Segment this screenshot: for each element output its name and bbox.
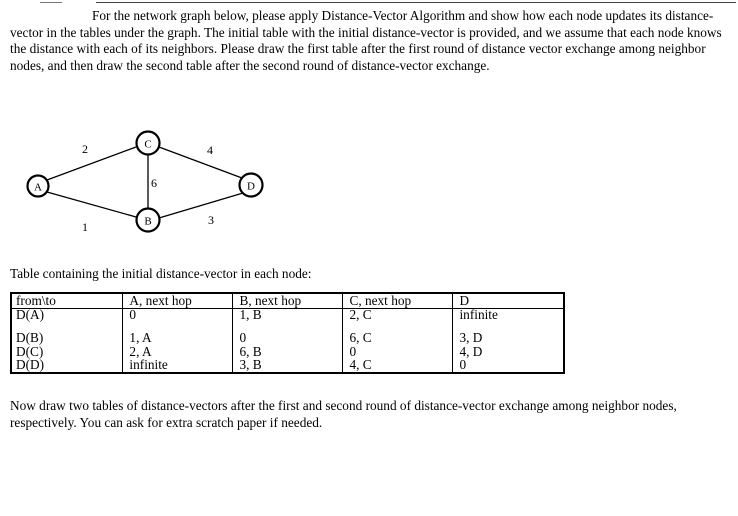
node-b <box>137 209 160 232</box>
table-row <box>11 309 564 321</box>
table-cell: 6, C <box>343 331 453 345</box>
table-cell: 0 <box>453 358 564 373</box>
table-cell: 4, D <box>453 345 564 359</box>
edge-weight-b-d: 3 <box>208 213 214 227</box>
edge-weight-c-b: 6 <box>151 176 157 190</box>
node-b-label: B <box>144 215 152 228</box>
header-cell: D <box>453 293 564 309</box>
edge-weight-c-d: 4 <box>207 143 213 157</box>
table-row <box>11 358 564 373</box>
header-cell: A, next hop <box>123 293 233 309</box>
edge-a-b <box>47 192 136 217</box>
header-cell: from\to <box>11 293 123 309</box>
table-cell: 0 <box>123 309 233 321</box>
node-a-label: A <box>34 181 42 194</box>
node-c-label: C <box>144 138 152 151</box>
edge-a-c <box>47 147 136 180</box>
table-cell: 4, C <box>343 358 453 373</box>
edge-c-d <box>159 147 242 178</box>
table-row <box>11 345 564 359</box>
distance-vector-table <box>10 292 565 374</box>
table-cell: infinite <box>453 309 564 321</box>
table-cell: infinite <box>123 358 233 373</box>
table-cell: D(C) <box>16 343 44 359</box>
question-outro: Now draw two tables of distance-vectors after the first and second round of distance-vector exchange among neighbor nodes, respectively. You can ask for extra scratch paper if needed. <box>10 398 677 430</box>
table-cell: 1, B <box>233 309 343 321</box>
table-cell: D(D) <box>16 357 45 372</box>
question-intro: For the network graph below, please apply Distance-Vector Algorithm and show how each node updates its distance-vector in the tables under the graph. The initial table with the initial distance-vector is provided, and we assume that each node knows the distance with each of its neighbors. Please draw the first table after the first round of distance vector exchange among neighbor nodes, and then draw the second table after the second round of distance-vector exchange. <box>10 8 722 74</box>
table-cell: 1, A <box>123 331 233 345</box>
table-cell: 3, B <box>233 358 343 373</box>
edge-weight-a-c: 2 <box>82 142 88 156</box>
table-cell: 2, C <box>343 309 453 321</box>
header-cell: B, next hop <box>233 293 343 309</box>
node-c <box>137 132 160 155</box>
table-cell: 3, D <box>453 331 564 345</box>
header-cell: C, next hop <box>343 293 453 309</box>
table-cell: D(A) <box>16 307 45 322</box>
table-cell: 6, B <box>233 345 343 359</box>
edge-weight-a-b: 1 <box>82 220 88 234</box>
table-cell: 0 <box>233 331 343 345</box>
table-row <box>11 331 564 345</box>
node-d-label: D <box>247 180 255 193</box>
table-cell: D(B) <box>16 330 44 345</box>
table-caption: Table containing the initial distance-vector in each node: <box>10 266 312 281</box>
table-cell: 2, A <box>123 345 233 359</box>
node-a <box>28 176 49 197</box>
node-d <box>240 174 263 197</box>
table-cell: 0 <box>343 345 453 359</box>
edge-b-d <box>159 193 243 218</box>
